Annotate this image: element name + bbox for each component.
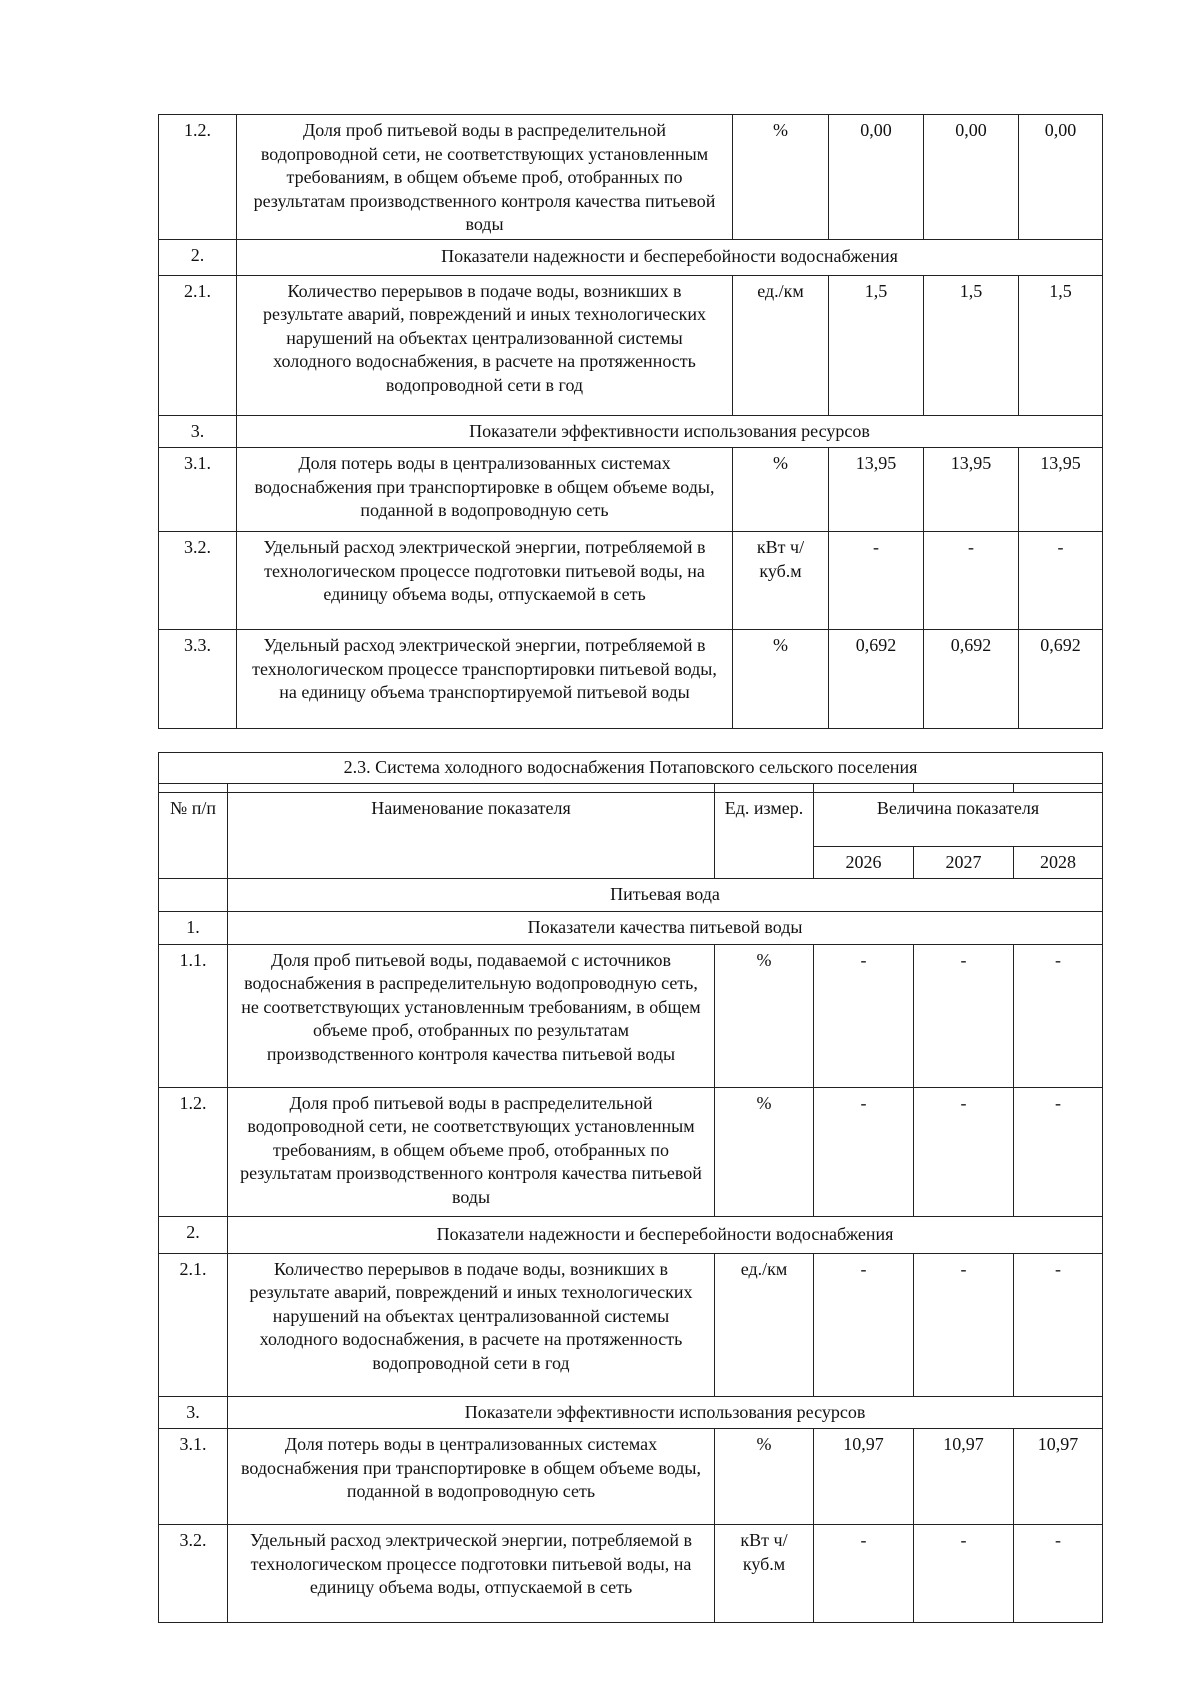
row-number: 3.1. — [159, 448, 237, 532]
header-year: 2027 — [914, 846, 1014, 879]
indicator-name: Доля потерь воды в централизованных системах водоснабжения при транспортировке в общем объеме воды, поданной в водопроводную сеть — [228, 1429, 715, 1525]
section-title: Показатели надежности и бесперебойности водоснабжения — [228, 1216, 1103, 1253]
value-cell: - — [814, 1525, 914, 1623]
row-number: 1. — [159, 911, 228, 944]
group-row — [159, 879, 1103, 912]
row-number: 3. — [159, 415, 237, 448]
header-unit: Ед. измер. — [715, 792, 814, 879]
table-title-row — [159, 753, 1103, 784]
value-cell: 0,692 — [924, 630, 1019, 729]
value-cell: - — [829, 532, 924, 630]
value-cell: 0,00 — [1019, 115, 1103, 240]
table-row — [159, 1525, 1103, 1623]
table-row — [159, 275, 1103, 415]
indicators-table-potapovskoe — [158, 752, 1103, 1623]
row-number: 3.2. — [159, 532, 237, 630]
indicator-name: Доля проб питьевой воды, подаваемой с источников водоснабжения в распределительную водопроводную сеть, не соответствующих установленным требованиям, в общем объеме проб, отобранных по результатам производственного контроля качества питьевой воды — [228, 944, 715, 1087]
spacer-cell — [814, 783, 914, 792]
table-row — [159, 630, 1103, 729]
value-cell: 13,95 — [1019, 448, 1103, 532]
unit-cell: кВт ч/куб.м — [733, 532, 829, 630]
row-number: 3.3. — [159, 630, 237, 729]
section-title: Показатели надежности и бесперебойности водоснабжения — [237, 239, 1103, 275]
indicators-table-continued — [158, 114, 1103, 729]
indicator-name: Удельный расход электрической энергии, потребляемой в технологическом процессе подготовки питьевой воды, на единицу объема воды, отпускаемой в сеть — [228, 1525, 715, 1623]
value-cell: - — [914, 1525, 1014, 1623]
row-number: 2.1. — [159, 275, 237, 415]
unit-cell: % — [733, 448, 829, 532]
unit-cell: ед./км — [715, 1253, 814, 1396]
value-cell: 10,97 — [914, 1429, 1014, 1525]
unit-cell: % — [715, 944, 814, 1087]
section-row — [159, 1216, 1103, 1253]
indicator-name: Доля проб питьевой воды в распределительной водопроводной сети, не соответствующих установленным требованиям, в общем объеме проб, отобранных по результатам производственного контроля качества питьевой воды — [237, 115, 733, 240]
section-title: Показатели качества питьевой воды — [228, 911, 1103, 944]
spacer-cell — [1014, 783, 1103, 792]
row-number: 3. — [159, 1396, 228, 1429]
value-cell: - — [1014, 1087, 1103, 1216]
indicator-name: Количество перерывов в подаче воды, возникших в результате аварий, повреждений и иных технологических нарушений на объектах централизованной системы холодного водоснабжения, в расчете на протяженность водопроводной сети в год — [237, 275, 733, 415]
row-number: 2. — [159, 239, 237, 275]
header-year: 2026 — [814, 846, 914, 879]
table-row — [159, 944, 1103, 1087]
value-cell: 1,5 — [1019, 275, 1103, 415]
value-cell: 13,95 — [829, 448, 924, 532]
value-cell: - — [1014, 1253, 1103, 1396]
header-year: 2028 — [1014, 846, 1103, 879]
section-row — [159, 1396, 1103, 1429]
table-row — [159, 115, 1103, 240]
table-row — [159, 532, 1103, 630]
table-row — [159, 1253, 1103, 1396]
row-number: 2.1. — [159, 1253, 228, 1396]
indicator-name: Количество перерывов в подаче воды, возникших в результате аварий, повреждений и иных технологических нарушений на объектах централизованной системы холодного водоснабжения, в расчете на протяженность водопроводной сети в год — [228, 1253, 715, 1396]
row-number: 2. — [159, 1216, 228, 1253]
value-cell: 10,97 — [1014, 1429, 1103, 1525]
indicator-name: Удельный расход электрической энергии, потребляемой в технологическом процессе транспортировки питьевой воды, на единицу объема транспортируемой питьевой воды — [237, 630, 733, 729]
value-cell: - — [814, 1087, 914, 1216]
value-cell: - — [914, 1087, 1014, 1216]
spacer-cell — [914, 783, 1014, 792]
row-number: 1.2. — [159, 1087, 228, 1216]
spacer-cell — [715, 783, 814, 792]
group-title: Питьевая вода — [228, 879, 1103, 912]
section-row — [159, 239, 1103, 275]
value-cell: 0,00 — [829, 115, 924, 240]
value-cell: - — [924, 532, 1019, 630]
section-title: Показатели эффективности использования ресурсов — [228, 1396, 1103, 1429]
header-name: Наименование показателя — [228, 792, 715, 879]
unit-cell: % — [715, 1429, 814, 1525]
unit-cell: % — [733, 115, 829, 240]
table-row — [159, 1087, 1103, 1216]
section-row — [159, 911, 1103, 944]
row-number: 1.2. — [159, 115, 237, 240]
table-row — [159, 1429, 1103, 1525]
row-number: 3.2. — [159, 1525, 228, 1623]
header-number: № п/п — [159, 792, 228, 879]
value-cell: - — [1014, 1525, 1103, 1623]
table-title: 2.3. Система холодного водоснабжения Потаповского сельского поселения — [159, 753, 1103, 784]
value-cell: - — [814, 944, 914, 1087]
row-number: 3.1. — [159, 1429, 228, 1525]
value-cell: - — [914, 1253, 1014, 1396]
value-cell: 10,97 — [814, 1429, 914, 1525]
spacer-cell — [159, 783, 228, 792]
value-cell: 1,5 — [829, 275, 924, 415]
section-title: Показатели эффективности использования ресурсов — [237, 415, 1103, 448]
value-cell: - — [814, 1253, 914, 1396]
unit-cell: % — [733, 630, 829, 729]
value-cell: 0,692 — [829, 630, 924, 729]
indicator-name: Доля проб питьевой воды в распределительной водопроводной сети, не соответствующих установленным требованиям, в общем объеме проб, отобранных по результатам производственного контроля качества питьевой воды — [228, 1087, 715, 1216]
header-value: Величина показателя — [814, 792, 1103, 846]
section-row — [159, 415, 1103, 448]
spacer-cell — [228, 783, 715, 792]
value-cell: - — [1019, 532, 1103, 630]
value-cell: 1,5 — [924, 275, 1019, 415]
group-number-empty — [159, 879, 228, 912]
spacer-row — [159, 783, 1103, 792]
value-cell: - — [914, 944, 1014, 1087]
header-row — [159, 792, 1103, 846]
value-cell: 0,00 — [924, 115, 1019, 240]
value-cell: 0,692 — [1019, 630, 1103, 729]
indicator-name: Удельный расход электрической энергии, потребляемой в технологическом процессе подготовки питьевой воды, на единицу объема воды, отпускаемой в сеть — [237, 532, 733, 630]
unit-cell: кВт ч/куб.м — [715, 1525, 814, 1623]
row-number: 1.1. — [159, 944, 228, 1087]
indicator-name: Доля потерь воды в централизованных системах водоснабжения при транспортировке в общем объеме воды, поданной в водопроводную сеть — [237, 448, 733, 532]
value-cell: 13,95 — [924, 448, 1019, 532]
value-cell: - — [1014, 944, 1103, 1087]
unit-cell: ед./км — [733, 275, 829, 415]
table-row — [159, 448, 1103, 532]
unit-cell: % — [715, 1087, 814, 1216]
